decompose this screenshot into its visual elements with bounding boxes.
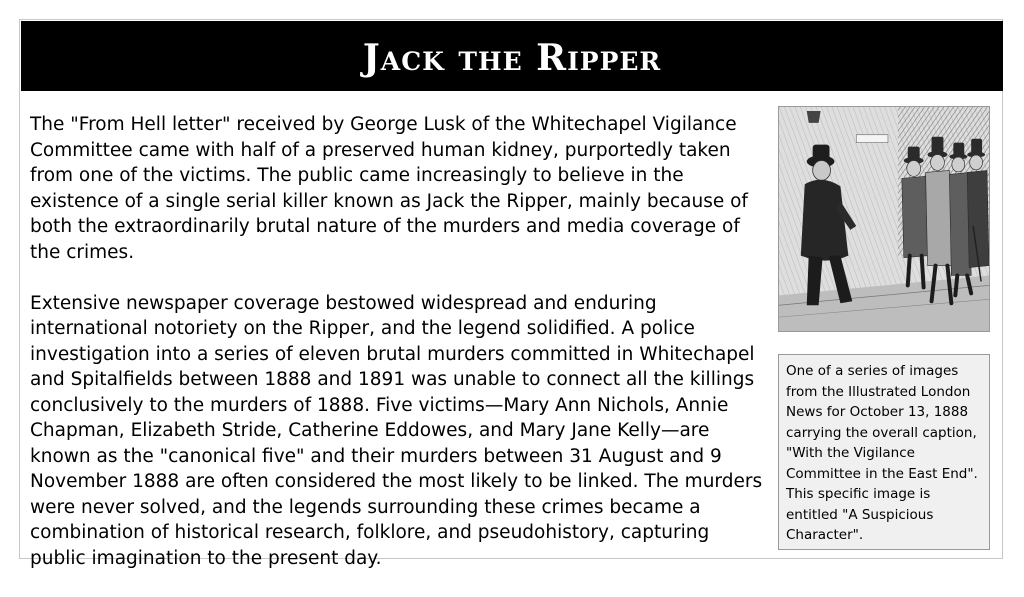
slide-title: Jack the Ripper bbox=[362, 37, 662, 79]
paragraph-1: The "From Hell letter" received by George Lusk of the Whitechapel Vigilance Committee came with half of a preserved human kidney, purportedly taken from one of the victims. The public came increasingly to believe in the existence of a single serial killer known as Jack the Ripper, mainly because of both the extraordinarily brutal nature of the murders and media coverage of the crimes. bbox=[30, 114, 748, 263]
image-caption: One of a series of images from the Illustrated London News for October 13, 1888 carrying the overall caption, "With the Vigilance Committee in the East End". This specific image is entitled "A Suspicious Character". bbox=[778, 354, 990, 550]
body-text bbox=[30, 112, 770, 597]
engraving-illustration bbox=[778, 106, 990, 332]
paragraph-2: Extensive newspaper coverage bestowed widespread and enduring international notoriety on the Ripper, and the legend solidified. A police investigation into a series of eleven brutal murders committed in Whitechapel and Spitalfields between 1888 and 1891 was unable to connect all the killings conclusively to the murders of 1888. Five victims—Mary Ann Nichols, Annie Chapman, Elizabeth Stride, Catherine Eddowes, and Mary Jane Kelly—are known as the "canonical five" and their murders between 31 August and 9 November 1888 are often considered the most likely to be linked. The murders were never solved, and the legends surrounding these crimes became a combination of historical research, folklore, and pseudohistory, capturing public imagination to the present day. bbox=[30, 292, 763, 569]
slide bbox=[19, 19, 1003, 569]
engraving-picture bbox=[779, 107, 989, 331]
title-bar bbox=[21, 21, 1003, 91]
